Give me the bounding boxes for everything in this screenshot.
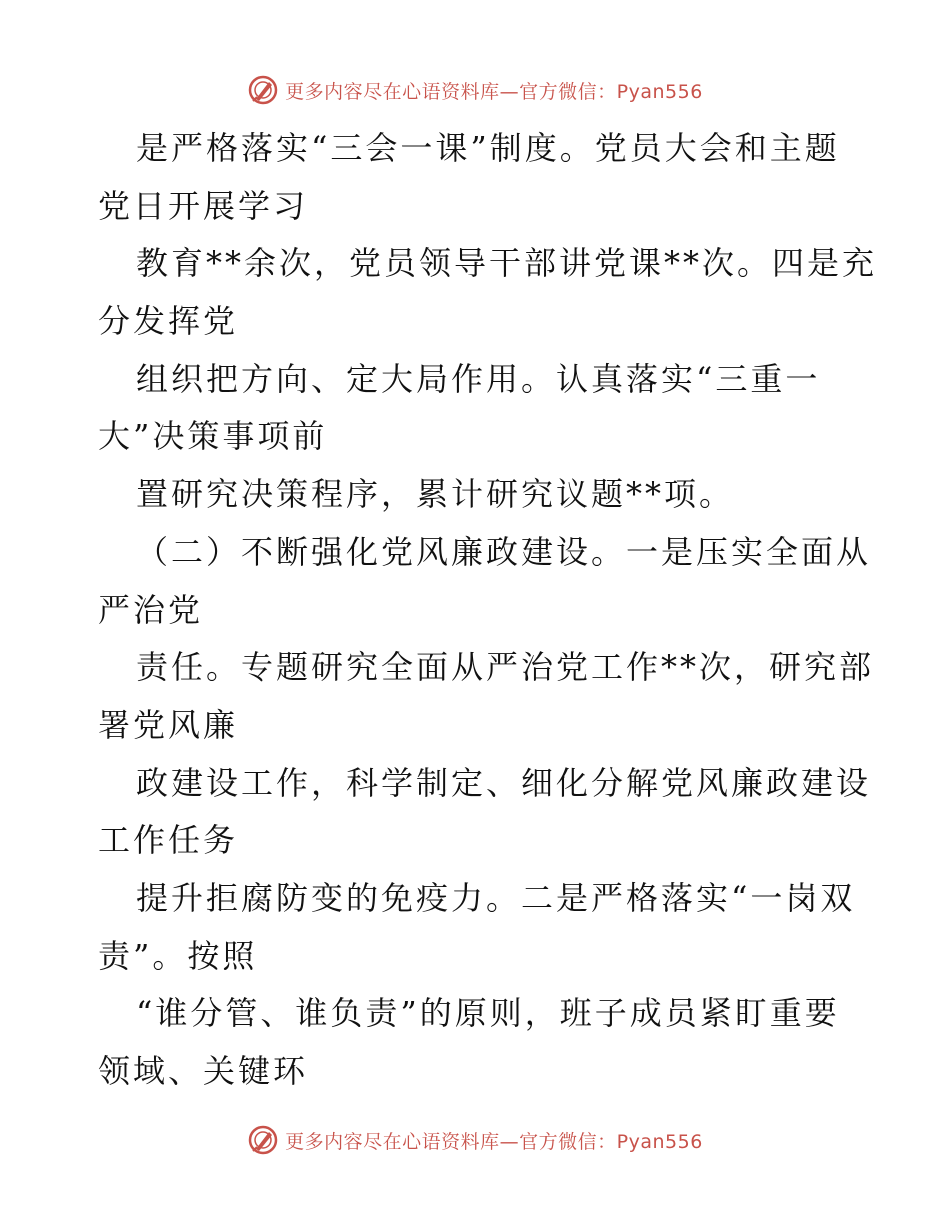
red-circle-quill-logo-icon — [247, 74, 279, 106]
body-line: 教育**余次，党员领导干部讲党课**次。四是充 — [136, 244, 878, 283]
body-line: 责任。专题研究全面从严治党工作**次，研究部 — [136, 648, 875, 687]
body-line: 分发挥党 — [98, 302, 239, 341]
body-line: 是严格落实“三会一课”制度。党员大会和主题 — [136, 129, 840, 167]
footer-banner — [0, 1120, 950, 1160]
body-line: “谁分管、谁负责”的原则，班子成员紧盯重要 — [136, 994, 840, 1033]
body-line: 严治党 — [98, 590, 204, 629]
body-line: 置研究决策程序，累计研究议题**项。 — [136, 475, 735, 514]
footer-banner-text: 更多内容尽在心语资料库—官方微信：Pyan556 — [285, 1130, 703, 1153]
body-line: 党日开展学习 — [98, 186, 309, 225]
body-line: 组织把方向、定大局作用。认真落实“三重一 — [136, 359, 821, 398]
red-circle-quill-logo-icon — [247, 1124, 279, 1156]
document-body — [98, 120, 878, 1101]
header-banner-text: 更多内容尽在心语资料库—官方微信：Pyan556 — [285, 80, 703, 103]
body-line: 提升拒腐防变的免疫力。二是严格落实“一岗双 — [136, 878, 856, 917]
header-banner — [0, 70, 950, 110]
body-line: 大”决策事项前 — [98, 417, 328, 456]
body-line: 领域、关键环 — [98, 1052, 309, 1090]
body-line: （二）不断强化党风廉政建设。一是压实全面从 — [136, 532, 872, 571]
body-line: 署党风廉 — [98, 705, 239, 744]
body-line: 责”。按照 — [98, 936, 258, 975]
body-line: 工作任务 — [98, 821, 239, 860]
body-line: 政建设工作，科学制定、细化分解党风廉政建设 — [136, 763, 872, 802]
